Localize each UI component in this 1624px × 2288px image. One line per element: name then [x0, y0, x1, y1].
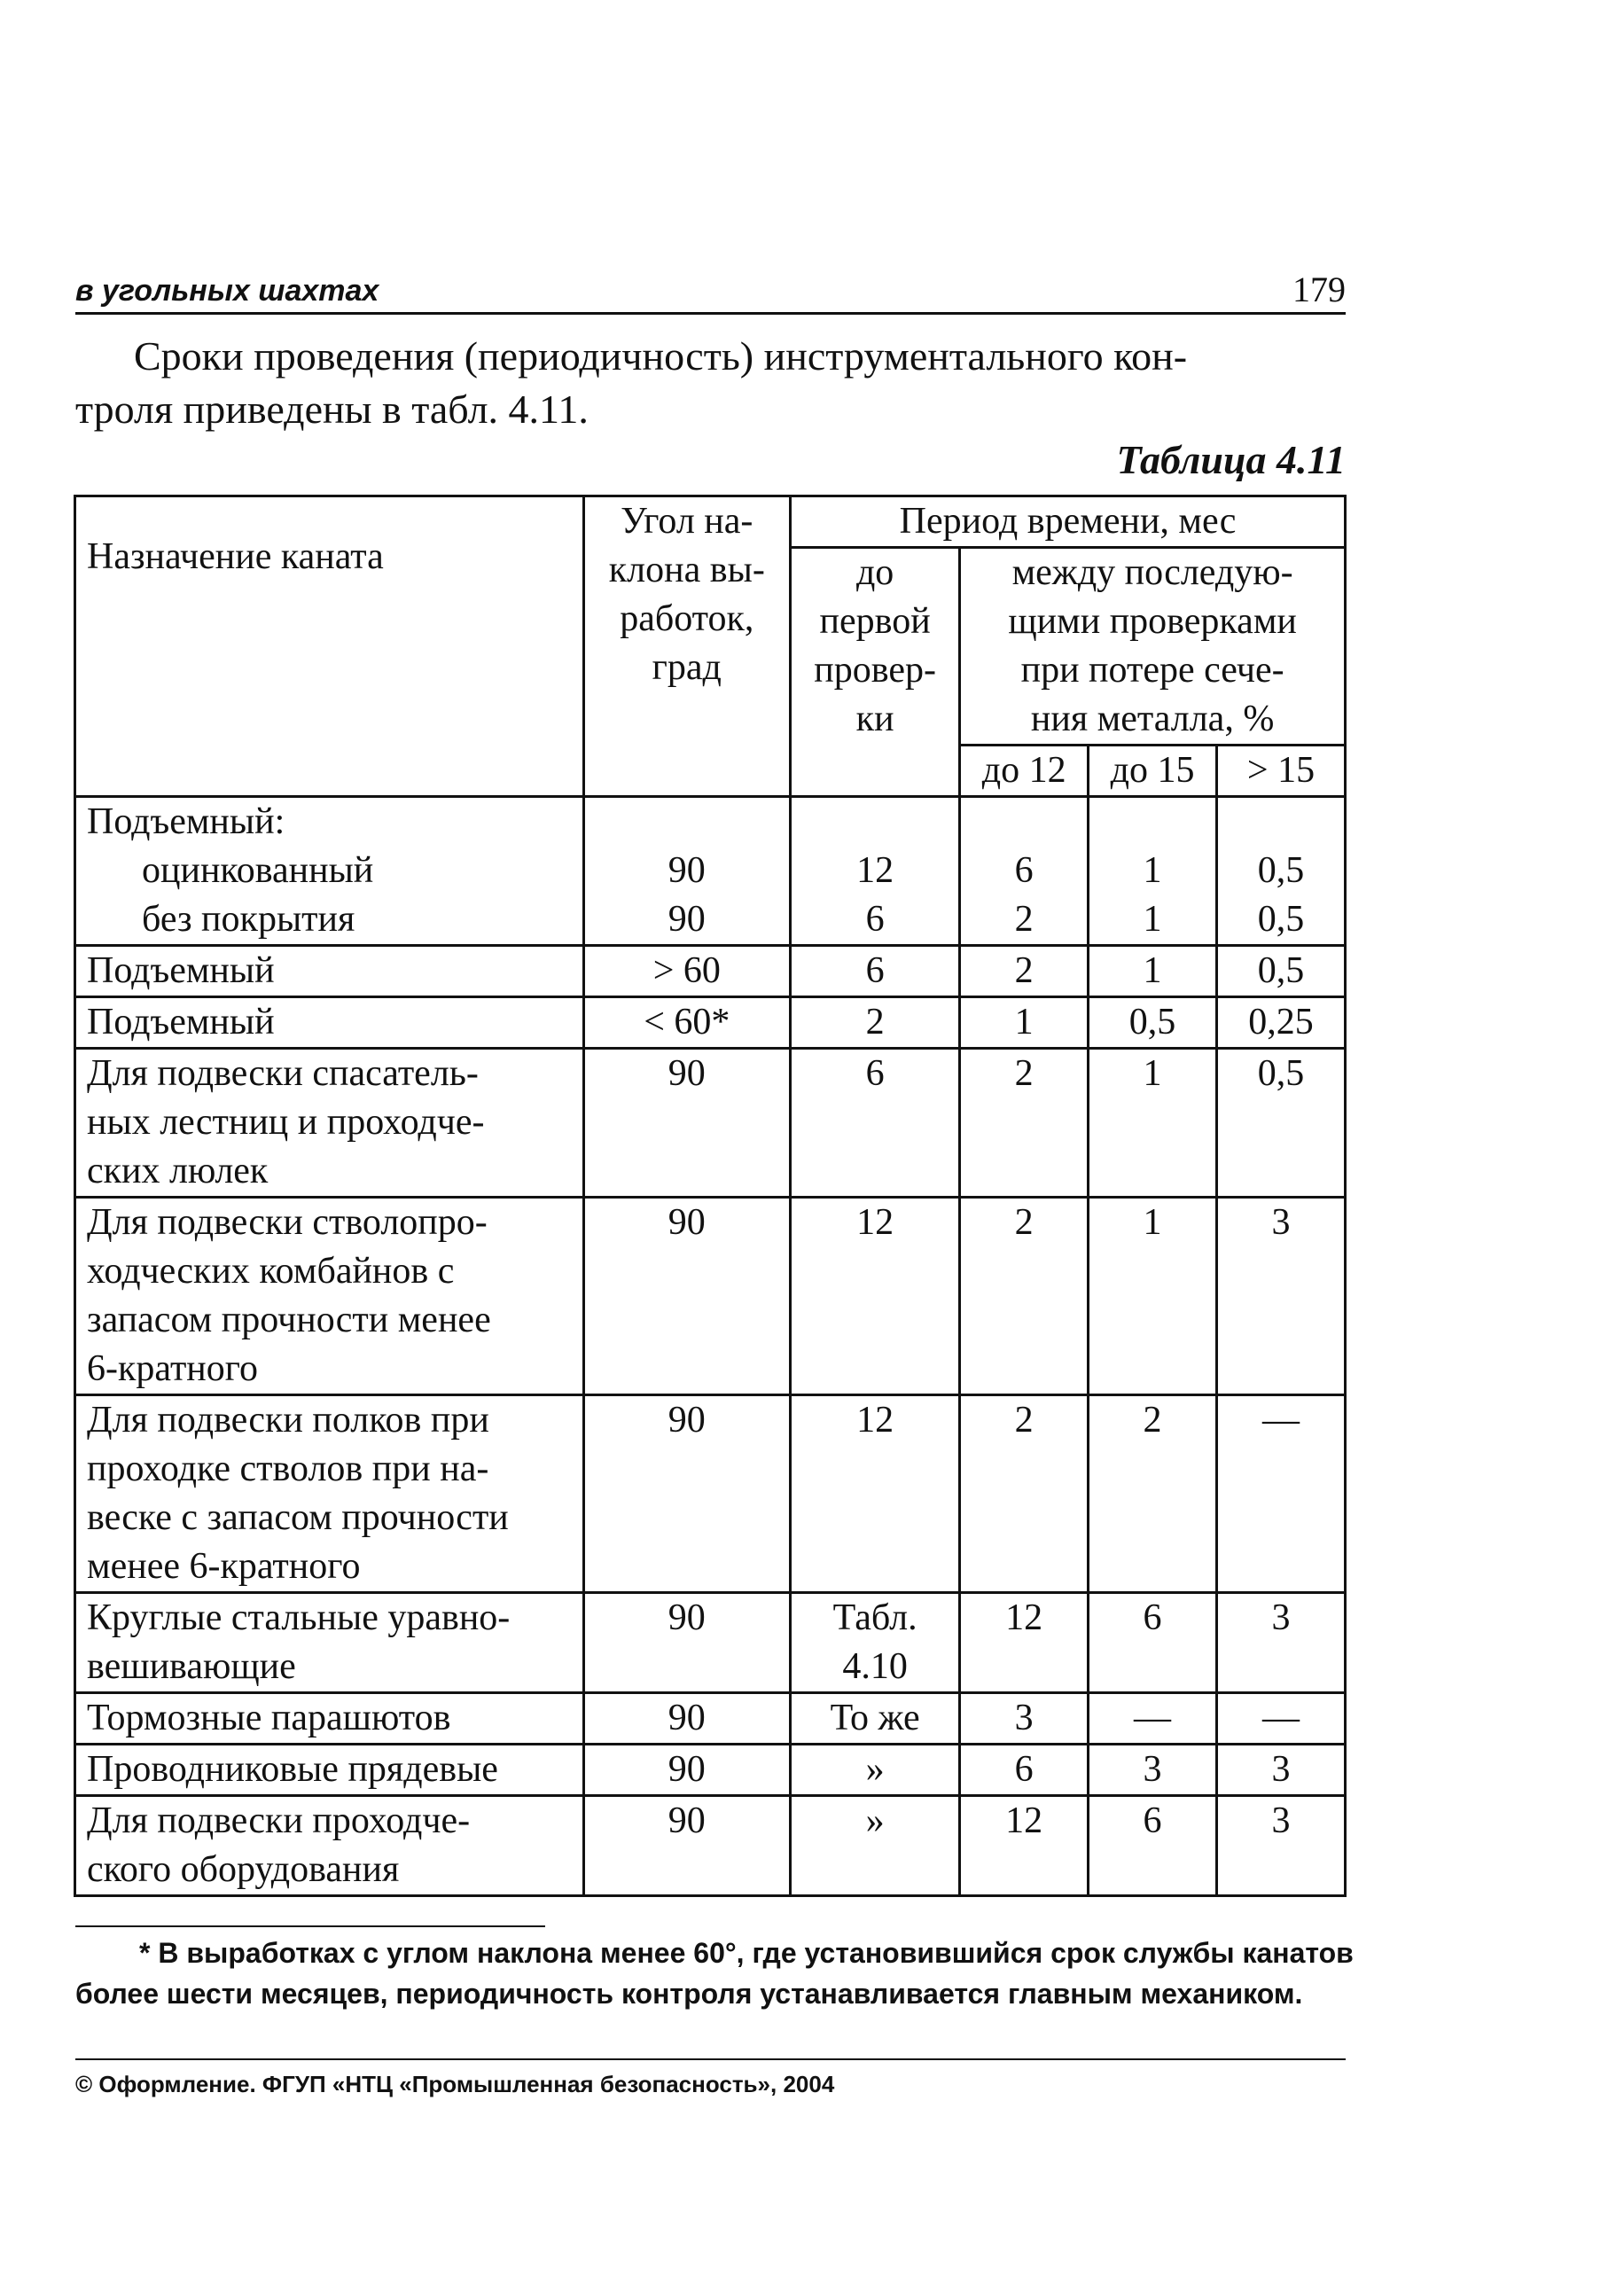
cell-loss-15: 1	[1089, 1198, 1217, 1395]
cell-loss-over-15: 0,25	[1217, 997, 1346, 1049]
table-row	[75, 1693, 1346, 1745]
cell-angle: 90 90	[583, 797, 790, 946]
cell-first: 12 6	[791, 797, 960, 946]
footnote-line: * В выработках с углом наклона менее 60°, где установившийся срок службы канатов	[139, 1937, 1354, 1969]
cell-first: То же	[791, 1693, 960, 1745]
header-row	[75, 496, 1346, 548]
cell-loss-12: 2	[960, 1395, 1089, 1593]
copyright-divider	[75, 2058, 1346, 2060]
cell-loss-12: 6	[960, 1745, 1089, 1796]
intro-line: Сроки проведения (периодичность) инструментального кон-	[134, 333, 1188, 379]
cell-loss-15: 1	[1089, 1049, 1217, 1198]
cell-first: 12	[791, 1395, 960, 1593]
footnote	[75, 1933, 1354, 2014]
header-angle: Угол на- клона вы- работок, град	[583, 496, 790, 797]
cell-purpose: Проводниковые прядевые	[75, 1745, 584, 1796]
header-loss-15: до 15	[1089, 746, 1217, 797]
cell-loss-12: 12	[960, 1796, 1089, 1896]
table-row	[75, 797, 1346, 946]
cell-purpose: Подъемный	[75, 946, 584, 997]
rope-inspection-table	[74, 495, 1347, 1897]
cell-angle: 90	[583, 1049, 790, 1198]
running-title: в угольных шахтах	[75, 274, 379, 308]
cell-angle: 90	[583, 1745, 790, 1796]
cell-loss-over-15: 0,5	[1217, 1049, 1346, 1198]
cell-loss-over-15: —	[1217, 1395, 1346, 1593]
cell-angle: 90	[583, 1198, 790, 1395]
table-row	[75, 1796, 1346, 1896]
cell-loss-15: 0,5	[1089, 997, 1217, 1049]
page-number: 179	[1292, 269, 1346, 309]
table-caption: Таблица 4.11	[1116, 437, 1346, 482]
table-row	[75, 997, 1346, 1049]
cell-purpose: Для подвески проходче- ского оборудования	[75, 1796, 584, 1896]
footnote-line: более шести месяцев, периодичность контроля устанавливается главным механиком.	[75, 1978, 1303, 2010]
header-period: Период времени, мес	[791, 496, 1346, 548]
cell-purpose: Тормозные парашютов	[75, 1693, 584, 1745]
cell-purpose: Подъемный: оцинкованный без покрытия	[75, 797, 584, 946]
cell-angle: > 60	[583, 946, 790, 997]
cell-first: »	[791, 1745, 960, 1796]
footnote-divider	[75, 1925, 545, 1927]
table-row	[75, 1198, 1346, 1395]
cell-loss-15: 1 1	[1089, 797, 1217, 946]
cell-loss-12: 2	[960, 1049, 1089, 1198]
cell-loss-over-15: 3	[1217, 1198, 1346, 1395]
cell-loss-12: 2	[960, 946, 1089, 997]
cell-loss-15: —	[1089, 1693, 1217, 1745]
cell-loss-12: 12	[960, 1593, 1089, 1693]
cell-loss-over-15: 0,5	[1217, 946, 1346, 997]
cell-first: 2	[791, 997, 960, 1049]
intro-paragraph	[75, 330, 1346, 436]
cell-loss-over-15: 0,5 0,5	[1217, 797, 1346, 946]
header-first-check: до первой провер- ки	[791, 548, 960, 797]
cell-loss-over-15: 3	[1217, 1745, 1346, 1796]
cell-first: 12	[791, 1198, 960, 1395]
copyright-notice: © Оформление. ФГУП «НТЦ «Промышленная безопасность», 2004	[75, 2071, 835, 2097]
cell-loss-12: 6 2	[960, 797, 1089, 946]
cell-loss-12: 1	[960, 997, 1089, 1049]
cell-first: Табл. 4.10	[791, 1593, 960, 1693]
cell-purpose: Для подвески стволопро- ходческих комбайнов с запасом прочности менее 6-кратного	[75, 1198, 584, 1395]
cell-purpose: Подъемный	[75, 997, 584, 1049]
cell-loss-over-15: 3	[1217, 1796, 1346, 1896]
cell-purpose: Круглые стальные уравно- вешивающие	[75, 1593, 584, 1693]
cell-angle: 90	[583, 1693, 790, 1745]
cell-loss-15: 3	[1089, 1745, 1217, 1796]
cell-angle: 90	[583, 1395, 790, 1593]
header-loss-12: до 12	[960, 746, 1089, 797]
cell-first: 6	[791, 1049, 960, 1198]
cell-angle: < 60*	[583, 997, 790, 1049]
table-row	[75, 1593, 1346, 1693]
table-row	[75, 946, 1346, 997]
table-row	[75, 1049, 1346, 1198]
cell-loss-15: 6	[1089, 1593, 1217, 1693]
cell-loss-12: 3	[960, 1693, 1089, 1745]
table-row	[75, 1745, 1346, 1796]
cell-loss-15: 1	[1089, 946, 1217, 997]
cell-loss-15: 2	[1089, 1395, 1217, 1593]
cell-purpose: Для подвески полков при проходке стволов при на- веске с запасом прочности менее 6-кратного	[75, 1395, 584, 1593]
cell-first: 6	[791, 946, 960, 997]
cell-loss-15: 6	[1089, 1796, 1217, 1896]
cell-loss-over-15: 3	[1217, 1593, 1346, 1693]
cell-angle: 90	[583, 1593, 790, 1693]
running-header	[75, 266, 1346, 315]
header-purpose: Назначение каната	[75, 496, 584, 797]
cell-loss-over-15: —	[1217, 1693, 1346, 1745]
header-between-checks: между последую- щими проверками при потере сече- ния металла, %	[960, 548, 1346, 746]
cell-purpose: Для подвески спасатель- ных лестниц и проходче- ских люлек	[75, 1049, 584, 1198]
header-loss-over-15: > 15	[1217, 746, 1346, 797]
cell-angle: 90	[583, 1796, 790, 1896]
intro-line: троля приведены в табл. 4.11.	[75, 387, 589, 432]
cell-first: »	[791, 1796, 960, 1896]
cell-loss-12: 2	[960, 1198, 1089, 1395]
table-row	[75, 1395, 1346, 1593]
